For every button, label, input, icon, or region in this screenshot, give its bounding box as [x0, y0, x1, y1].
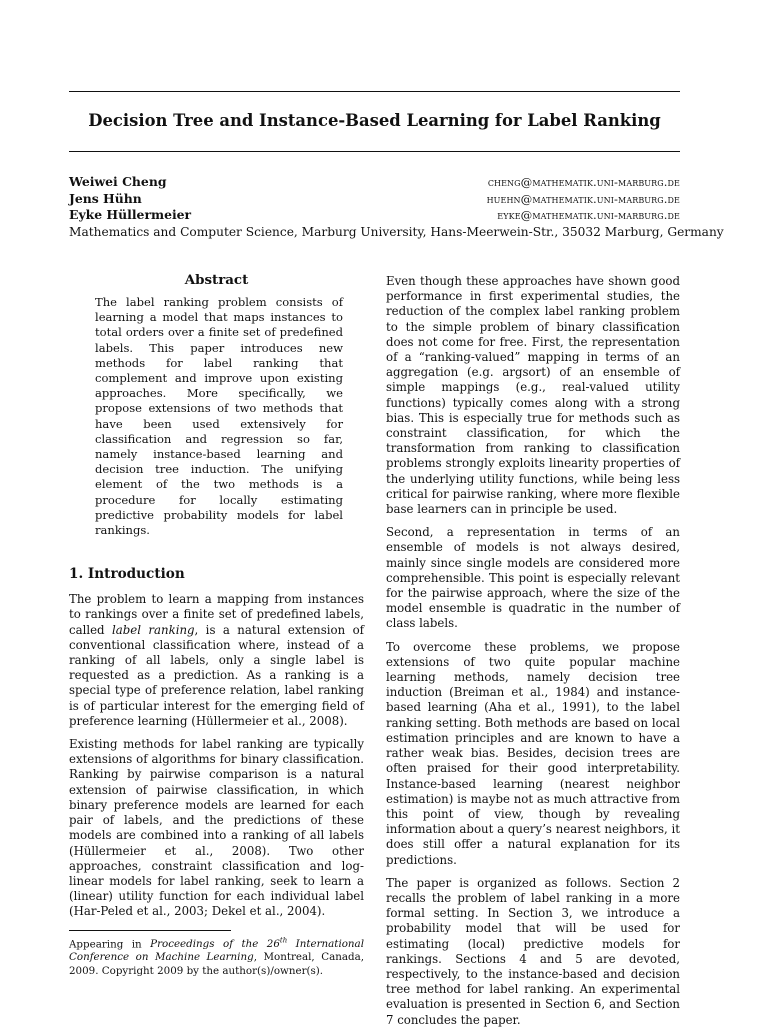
author-name: Eyke Hüllermeier	[69, 207, 192, 222]
text-run: , is a natural extension of conventional classification where, instead of a ranking of all labels, only a single label is requested as a prediction. As a ranking is a special type of preference relation, label ranking is of particular interest for the emerging field of preference learning (Hüllermeier et al., 2008).	[69, 622, 365, 728]
author-row	[69, 207, 680, 224]
text-run: Appearing in	[69, 937, 151, 950]
footnote	[69, 935, 364, 978]
text-run: Proceedings of the 26	[150, 937, 280, 950]
author-email[interactable]: cheng@mathematik.uni-marburg.de	[487, 175, 680, 189]
intro-paragraph-6: The paper is organized as follows. Section 2 recalls the problem of label ranking in a more formal setting. In Section 3, we introduce a probability model that will be used for estimating (local) predictive models for rankings. Sections 4 and 5 are devoted, respectively, to the instance-based and decision tree method for label ranking. An experimental evaluation is presented in Section 6, and Section 7 concludes the paper.	[386, 875, 680, 1027]
affiliation: Mathematics and Computer Science, Marburg University, Hans-Meerwein-Str., 35032 Marburg, Germany	[69, 224, 724, 239]
title-rule-bottom	[69, 151, 680, 152]
intro-paragraph-1	[69, 592, 364, 729]
author-name: Weiwei Cheng	[69, 174, 167, 189]
intro-paragraph-3: Even though these approaches have shown good performance in first experimental studies, the reduction of the complex label ranking problem to the simple problem of binary classification does not come for free. First, the representation of a “ranking-valued” mapping in terms of an aggregation (e.g. argsort) of an ensemble of simple mappings (e.g., real-valued utility functions) typically comes along with a strong bias. This is especially true for methods such as constraint classification, for which the transformation from ranking to classification problems strongly exploits linearity properties of the underlying utility functions, while being less critical for pairwise ranking, where more flexible base learners can in principle be used.	[386, 274, 680, 517]
intro-paragraph-5: To overcome these problems, we propose extensions of two quite popular machine learning methods, namely decision tree induction (Breiman et al., 1984) and instance-based learning (Aha et al., 1991), to the label ranking setting. Both methods are based on local estimation principles and are known to have a rather weak bias. Besides, decision trees are often praised for their good interpretability. Instance-based learning (nearest neighbor estimation) is maybe not as much attractive from this point of view, though by revealing information about a query’s nearest neighbors, it does still offer a natural explanation for its predictions.	[386, 639, 680, 867]
section-heading-introduction: 1. Introduction	[69, 566, 185, 583]
author-name: Jens Hühn	[69, 190, 142, 206]
title-rule-top	[69, 91, 680, 92]
author-row	[69, 174, 680, 191]
author-email[interactable]: huehn@mathematik.uni-marburg.de	[486, 191, 680, 206]
author-email[interactable]: eyke@mathematik.uni-marburg.de	[497, 208, 680, 222]
paper-title: Decision Tree and Instance-Based Learning for Label Ranking	[88, 111, 661, 130]
abstract-text: The label ranking problem consists of learning a model that maps instances to total orders over a finite set of predefined labels. This paper introduces new methods for label ranking that complement and improve upon existing approaches. More specifically, we propose extensions of two methods that have been used extensively for classification and regression so far, namely instance-based learning and decision tree induction. The unifying element of the two methods is a procedure for locally estimating predictive probability models for label rankings.	[95, 295, 343, 538]
emphasis-term: label ranking	[111, 622, 195, 637]
intro-paragraph-4: Second, a representation in terms of an ensemble of models is not always desired, mainly since single models are considered more comprehensible. This point is especially relevant for the pairwise approach, where the size of the model ensemble is quadratic in the number of class labels.	[386, 525, 680, 631]
superscript: th	[279, 936, 288, 945]
left-column	[69, 271, 364, 978]
right-column	[386, 274, 680, 1036]
abstract-heading: Abstract	[184, 272, 249, 288]
intro-paragraph-2: Existing methods for label ranking are typically extensions of algorithms for binary classification. Ranking by pairwise comparison is a natural extension of pairwise classification, in which binary preference models are learned for each pair of labels, and the predictions of these models are combined into a ranking of all labels (Hüllermeier et al., 2008). Two other approaches, constraint classification and log-linear models for label ranking, seek to learn a (linear) utility function for each individual label (Har-Peled et al., 2003; Dekel et al., 2004).	[69, 737, 364, 919]
author-row	[69, 191, 680, 208]
author-block	[69, 174, 724, 241]
text-run: International Conference on Machine Learning	[69, 937, 364, 964]
footnote-rule	[69, 930, 231, 931]
text-run: , Montreal, Canada, 2009. Copyright 2009 by the author(s)/owner(s).	[69, 951, 365, 977]
text-run: The problem to learn a mapping from instances to rankings over a finite set of predefined labels, called	[69, 592, 364, 637]
